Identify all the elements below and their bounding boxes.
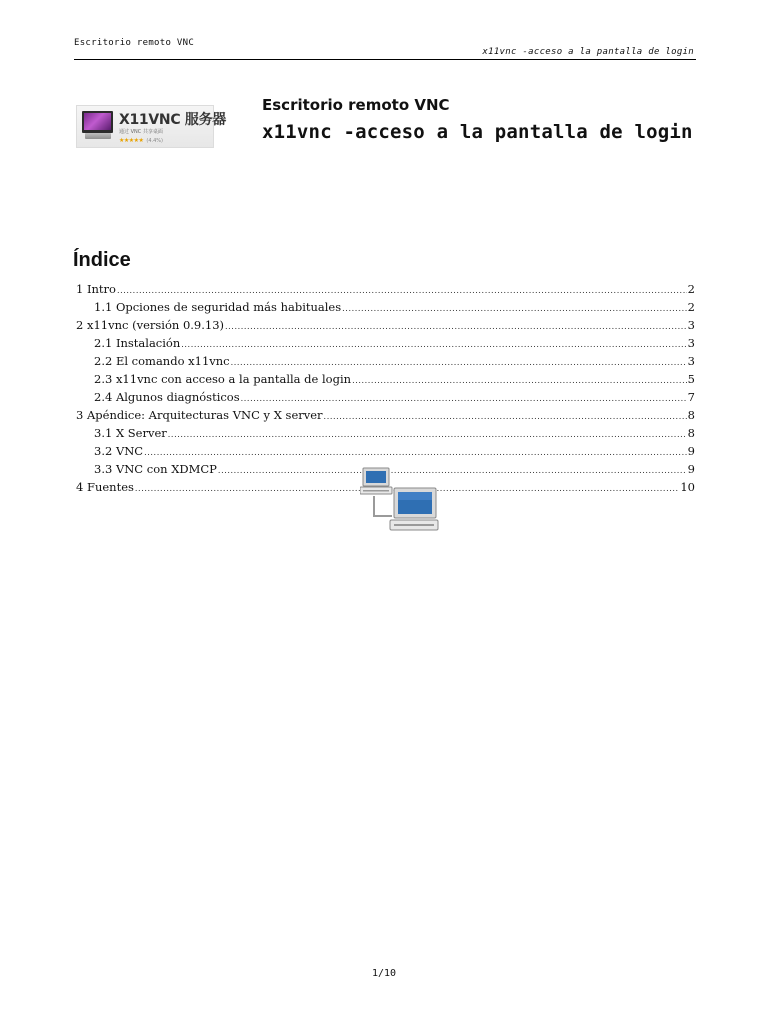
toc-entry-page: 3 — [687, 318, 695, 332]
stars-icon: ★★★★★ — [119, 137, 144, 144]
toc-entry-page: 2 — [687, 282, 695, 296]
toc-entry-title: 4 Fuentes — [76, 480, 134, 494]
toc-entry[interactable] — [76, 316, 695, 334]
toc-entry[interactable] — [76, 280, 695, 298]
toc-entry-title: 3 Apéndice: Arquitecturas VNC y X server — [76, 408, 323, 422]
toc-leader-dots — [144, 444, 687, 462]
toc-entry-title: 1 Intro — [76, 282, 116, 296]
toc-entry-title: 3.3 VNC con XDMCP — [94, 462, 217, 476]
document-title: x11vnc -acceso a la pantalla de login — [262, 121, 693, 143]
keyboard-icon — [85, 133, 111, 139]
toc-entry[interactable] — [76, 370, 695, 388]
rating-score: (4.4%) — [146, 138, 164, 144]
toc-heading: Índice — [73, 249, 131, 271]
running-header-left: Escritorio remoto VNC — [74, 38, 195, 48]
toc-entry-page: 3 — [687, 354, 695, 368]
toc-entry[interactable] — [76, 334, 695, 352]
logo-title: X11VNC 服务器 — [119, 112, 226, 128]
toc-entry-title: 1.1 Opciones de seguridad más habituales — [94, 300, 342, 314]
toc-entry-title: 2.3 x11vnc con acceso a la pantalla de login — [94, 372, 352, 386]
toc-entry-title: 2.4 Algunos diagnósticos — [94, 390, 240, 404]
page-number: 1/10 — [371, 968, 397, 979]
toc-entry-page: 9 — [687, 444, 695, 458]
toc-leader-dots — [181, 336, 686, 354]
toc-leader-dots — [168, 426, 687, 444]
toc-entry-title: 2 x11vnc (versión 0.9.13) — [76, 318, 225, 332]
running-header-right: x11vnc -acceso a la pantalla de login — [482, 47, 694, 57]
toc-entry-page: 9 — [687, 462, 695, 476]
toc-entry-page: 5 — [687, 372, 695, 386]
network-computers-icon — [360, 466, 440, 536]
toc-entry[interactable] — [76, 298, 695, 316]
toc-entry-title: 3.2 VNC — [94, 444, 144, 458]
toc-entry-page: 3 — [687, 336, 695, 350]
header-rule — [74, 59, 696, 60]
toc-leader-dots — [218, 462, 687, 480]
toc-entry-title: 3.1 X Server — [94, 426, 167, 440]
logo-subtitle: 通过 VNC 共享桌面 — [119, 129, 163, 135]
toc-entry[interactable] — [76, 424, 695, 442]
toc-leader-dots — [342, 300, 687, 318]
table-of-contents — [76, 280, 695, 496]
toc-entry-page: 2 — [687, 300, 695, 314]
toc-entry-title: 2.2 El comando x11vnc — [94, 354, 230, 368]
toc-entry-title: 2.1 Instalación — [94, 336, 181, 350]
monitor-icon — [82, 111, 113, 133]
toc-leader-dots — [324, 408, 687, 426]
toc-leader-dots — [352, 372, 687, 390]
toc-entry-page: 8 — [687, 426, 695, 440]
toc-entry-page: 10 — [680, 480, 695, 494]
document-subtitle: Escritorio remoto VNC — [262, 96, 450, 114]
toc-entry[interactable] — [76, 442, 695, 460]
toc-entry-page: 8 — [687, 408, 695, 422]
x11vnc-logo — [76, 105, 226, 148]
toc-entry-page: 7 — [687, 390, 695, 404]
toc-entry[interactable] — [76, 406, 695, 424]
rating-stars — [119, 137, 163, 144]
toc-entry[interactable] — [76, 388, 695, 406]
toc-leader-dots — [225, 318, 687, 336]
toc-entry[interactable] — [76, 352, 695, 370]
